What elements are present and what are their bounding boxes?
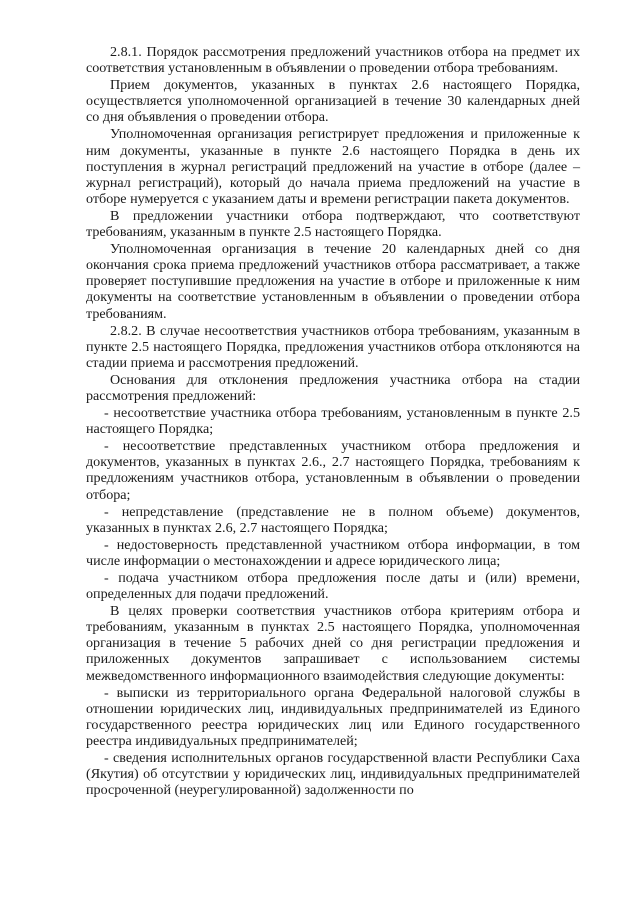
list-item-ground-1: - несоответствие участника отбора требованиям, установленным в пункте 2.5 настоящего Порядка;: [86, 405, 580, 438]
paragraph-registration: Уполномоченная организация регистрирует предложения и приложенные к ним документы, указанные в пункте 2.6 настоящего Порядка в день их поступления в журнал регистраций предложений на участие в отборе (далее – журнал регистраций), который до начала приема предложений на участие в отборе нумеруется с указанием даты и времени регистрации пакета документов.: [86, 126, 580, 207]
list-item-document-1: - выписки из территориального органа Федеральной налоговой службы в отношении юридических лиц, индивидуальных предпринимателей из Единого государственного реестра юридических лиц или Единого государственного реестра индивидуальных предпринимателей;: [86, 684, 580, 749]
paragraph-2-8-1: 2.8.1. Порядок рассмотрения предложений участников отбора на предмет их соответствия установленным в объявлении о проведении отбора требованиям.: [86, 44, 580, 77]
paragraph-review-period: Уполномоченная организация в течение 20 календарных дней со дня окончания срока приема предложений участников отбора рассматривает, а также проверяет поступившие предложения на участие в отборе и приложенные к ним документы на соответствие установленным в объявлении о проведении отбора требованиям.: [86, 241, 580, 322]
list-item-document-2: - сведения исполнительных органов государственной власти Республики Саха (Якутия) об отсутствии у юридических лиц, индивидуальных предпринимателей просроченной (неурегулированной) задолженности по: [86, 750, 580, 799]
list-item-ground-5: - подача участником отбора предложения после даты и (или) времени, определенных для подачи предложений.: [86, 570, 580, 603]
paragraph-confirmation: В предложении участники отбора подтверждают, что соответствуют требованиям, указанным в пункте 2.5 настоящего Порядка.: [86, 207, 580, 241]
paragraph-2-8-2: 2.8.2. В случае несоответствия участников отбора требованиям, указанным в пункте 2.5 настоящего Порядка, предложения участников отбора отклоняются на стадии приема и рассмотрения предложений.: [86, 322, 580, 371]
list-item-ground-4: - недостоверность представленной участником отбора информации, в том числе информации о местонахождении и адресе юридического лица;: [86, 536, 580, 569]
paragraph-rejection-grounds: Основания для отклонения предложения участника отбора на стадии рассмотрения предложений:: [86, 371, 580, 404]
document-body: [86, 44, 580, 798]
paragraph-document-acceptance: Прием документов, указанных в пунктах 2.6 настоящего Порядка, осуществляется уполномоченной организацией в течение 30 календарных дней со дня объявления о проведении отбора.: [86, 77, 580, 126]
list-item-ground-2: - несоответствие представленных участником отбора предложения и документов, указанных в пунктах 2.6., 2.7 настоящего Порядка, требованиям к предложениям участников отбора, установленным в объявлении о проведении отбора;: [86, 438, 580, 503]
list-item-ground-3: - непредставление (представление не в полном объеме) документов, указанных в пунктах 2.6, 2.7 настоящего Порядка;: [86, 503, 580, 536]
paragraph-verification: В целях проверки соответствия участников отбора критериям отбора и требованиям, указанным в пунктах 2.5 настоящего Порядка, уполномоченная организация в течение 5 рабочих дней со дня регистрации предложения и приложенных документов запрашивает с использованием системы межведомственного информационного взаимодействия следующие документы:: [86, 603, 580, 684]
